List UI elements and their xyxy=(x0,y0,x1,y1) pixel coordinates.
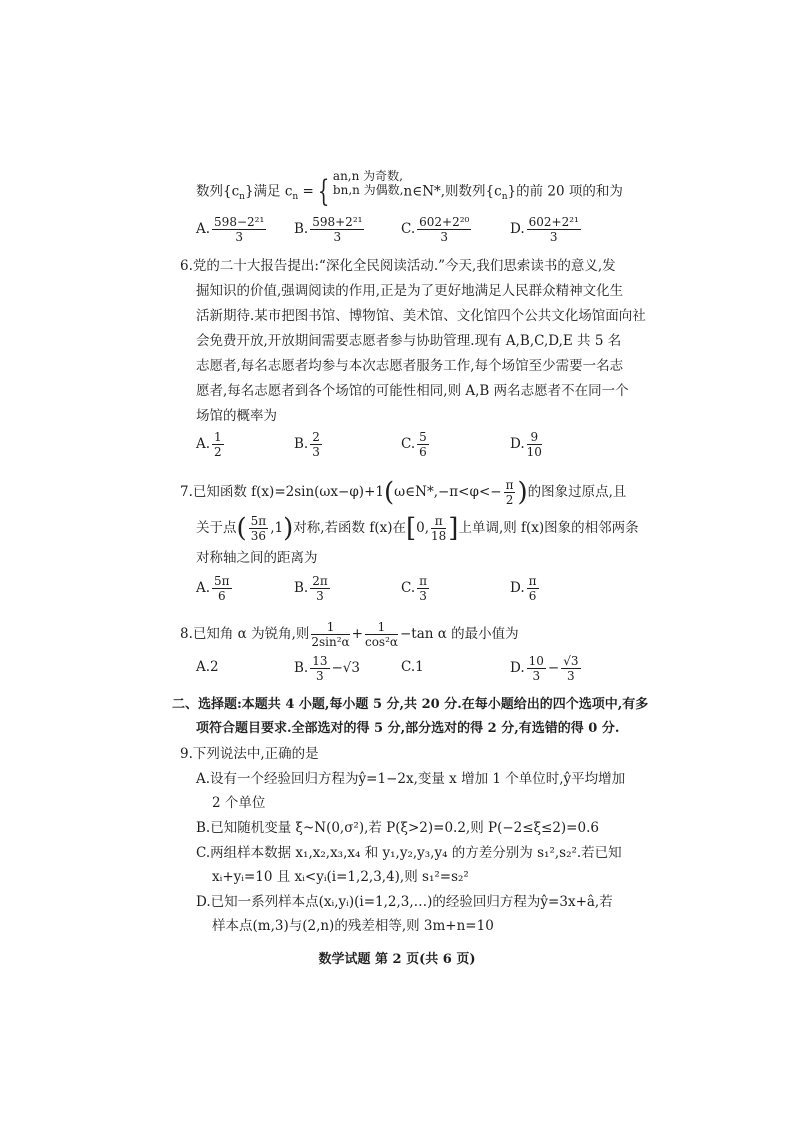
q9-option-c-line-1[interactable]: C.两组样本数据 x₁,x₂,x₃,x₄ 和 y₁,y₂,y₃,y₄ 的方差分别为 s₁²,s₂².若已知 xyxy=(196,845,622,861)
fraction: $\frac{2\pi}{3}$ xyxy=(312,574,328,603)
fraction: $\frac{\pi}{3}$ xyxy=(419,574,428,603)
piecewise-cases: an,n 为奇数, bn,n 为偶数, xyxy=(332,169,404,197)
q6-line-6: 愿者,每名志愿者到各个场馆的可能性相同,则 A,B 两名志愿者不在同一个 xyxy=(196,383,629,399)
fraction: $\frac{9}{10}$ xyxy=(526,430,542,459)
q7-line-1: 7.已知函数 f(x)=2sin(ωx−φ)+1(ω∈N*,−π<φ<− $\frac{\pi}{2}$ )的图象过原点,且 xyxy=(180,477,627,508)
q6-option-d[interactable]: D. $\frac{9}{10}$ xyxy=(510,430,542,459)
fraction: $\frac{1}{2}$ xyxy=(214,430,222,459)
q6-line-4: 会免费开放,开放期间需要志愿者参与协助管理.现有 A,B,C,D,E 共 5 名 xyxy=(196,333,622,349)
q7-option-c[interactable]: C. $\frac{\pi}{3}$ xyxy=(401,574,428,603)
q6-line-7: 场馆的概率为 xyxy=(196,408,277,424)
fraction: $\frac{\text{598−2²¹}}{3}$ xyxy=(214,215,265,244)
q5-option-a[interactable]: A. $\frac{\text{598−2²¹}}{3}$ xyxy=(196,215,265,244)
q5-stem: 数列$\{c_n\}$满足 $c_n$ = { an,n 为奇数, bn,n 为偶数, n∈N*,则数列$\{c_n\}$的前 20 项的和为 xyxy=(196,169,623,209)
q6-option-b[interactable]: B. $\frac{2}{3}$ xyxy=(294,430,320,459)
q6-line-2: 掘知识的价值,强调阅读的作用,正是为了更好地满足人民群众精神文化生 xyxy=(196,283,624,299)
fraction: $\frac{13}{3}$ xyxy=(312,654,328,683)
q9-stem: 9.下列说法中,正确的是 xyxy=(180,746,319,762)
q8-option-b[interactable]: B. $\frac{13}{3}$ −√3 xyxy=(294,654,361,683)
q9-option-b[interactable]: B.已知随机变量 ξ~N(0,σ²),若 P(ξ>2)=0.2,则 P(−2≤ξ≤2)=0.6 xyxy=(196,820,599,836)
q7-option-b[interactable]: B. $\frac{2\pi}{3}$ xyxy=(294,574,328,603)
q7-line-3: 对称轴之间的距离为 xyxy=(196,550,318,566)
q9-option-c-line-2: xᵢ+yᵢ=10 且 xᵢ<yᵢ(i=1,2,3,4),则 s₁²=s₂² xyxy=(212,869,469,885)
q6-line-1: 6.党的二十大报告提出:“深化全民阅读活动.”今天,我们思索读书的意义,发 xyxy=(180,258,616,274)
page-footer: 数学试题 第 2 页(共 6 页) xyxy=(318,952,476,967)
fraction: $\frac{1}{\text{cos²α}}$ xyxy=(364,620,398,649)
fraction: $\frac{2}{3}$ xyxy=(312,430,320,459)
fraction: $\frac{√3}{3}$ xyxy=(563,654,579,683)
q6-line-5: 志愿者,每名志愿者均参与本次志愿者服务工作,每个场馆至少需要一名志 xyxy=(196,358,624,374)
brace-symbol: { xyxy=(317,174,330,209)
q8-option-a[interactable]: A.2 xyxy=(196,659,219,675)
q5-option-b[interactable]: B. $\frac{\text{598+2²¹}}{3}$ xyxy=(294,215,363,244)
fraction: $\frac{5}{6}$ xyxy=(419,430,427,459)
q6-option-a[interactable]: A. $\frac{1}{2}$ xyxy=(196,430,222,459)
q7-option-d[interactable]: D. $\frac{\pi}{6}$ xyxy=(510,574,537,603)
fraction: $\frac{5\pi}{36}$ xyxy=(250,514,267,543)
fraction: $\frac{\pi}{6}$ xyxy=(528,574,537,603)
fraction: $\frac{10}{3}$ xyxy=(528,654,544,683)
q5-option-c[interactable]: C. $\frac{\text{602+2²⁰}}{3}$ xyxy=(401,215,470,244)
fraction: $\frac{\text{598+2²¹}}{3}$ xyxy=(312,215,363,244)
fraction: $\frac{1}{\text{2sin²α}}$ xyxy=(311,620,350,649)
fraction: $\frac{\text{602+2²⁰}}{3}$ xyxy=(419,215,470,244)
q9-option-d-line-1[interactable]: D.已知一系列样本点(xᵢ,yᵢ)(i=1,2,3,…)的经验回归方程为ŷ=3x+â,若 xyxy=(196,894,613,910)
q9-option-a-line-1[interactable]: A.设有一个经验回归方程为ŷ=1−2x,变量 x 增加 1 个单位时,ŷ平均增加 xyxy=(196,771,626,787)
fraction: $\frac{\pi}{18}$ xyxy=(431,514,447,543)
q8-option-d[interactable]: D. $\frac{10}{3}$ − $\frac{√3}{3}$ xyxy=(510,654,579,683)
section2-header-line-1: 二、选择题:本题共 4 小题,每小题 5 分,共 20 分.在每小题给出的四个选项中,有多 xyxy=(172,697,649,712)
fraction: $\frac{5\pi}{6}$ xyxy=(214,574,230,603)
fraction: $\frac{\text{602+2²¹}}{3}$ xyxy=(528,215,579,244)
q8-stem: 8.已知角 α 为锐角,则 $\frac{1}{\text{2sin²α}}$ + $\frac{1}{\text{cos²α}}$ −tan α 的最小值为 xyxy=(180,620,519,649)
q5-option-d[interactable]: D. $\frac{\text{602+2²¹}}{3}$ xyxy=(510,215,579,244)
q6-option-c[interactable]: C. $\frac{5}{6}$ xyxy=(401,430,427,459)
q6-line-3: 活新期待.某市把图书馆、博物馆、美术馆、文化馆四个公共文化场馆面向社 xyxy=(196,308,646,324)
q9-option-d-line-2: 样本点(m,3)与(2,n)的残差相等,则 3m+n=10 xyxy=(212,918,494,934)
q7-line-2: 关于点( $\frac{5\pi}{36}$ ,1)对称,若函数 f(x)在[0, $\frac{\pi}{18}$ ]上单调,则 f(x)图象的相邻两条 xyxy=(196,513,639,544)
q9-option-a-line-2: 2 个单位 xyxy=(212,795,266,811)
q8-option-c[interactable]: C.1 xyxy=(401,659,424,675)
q7-option-a[interactable]: A. $\frac{5\pi}{6}$ xyxy=(196,574,230,603)
fraction: $\frac{\pi}{2}$ xyxy=(505,478,514,507)
section2-header-line-2: 项符合题目要求.全部选对的得 5 分,部分选对的得 2 分,有选错的得 0 分. xyxy=(196,721,620,736)
